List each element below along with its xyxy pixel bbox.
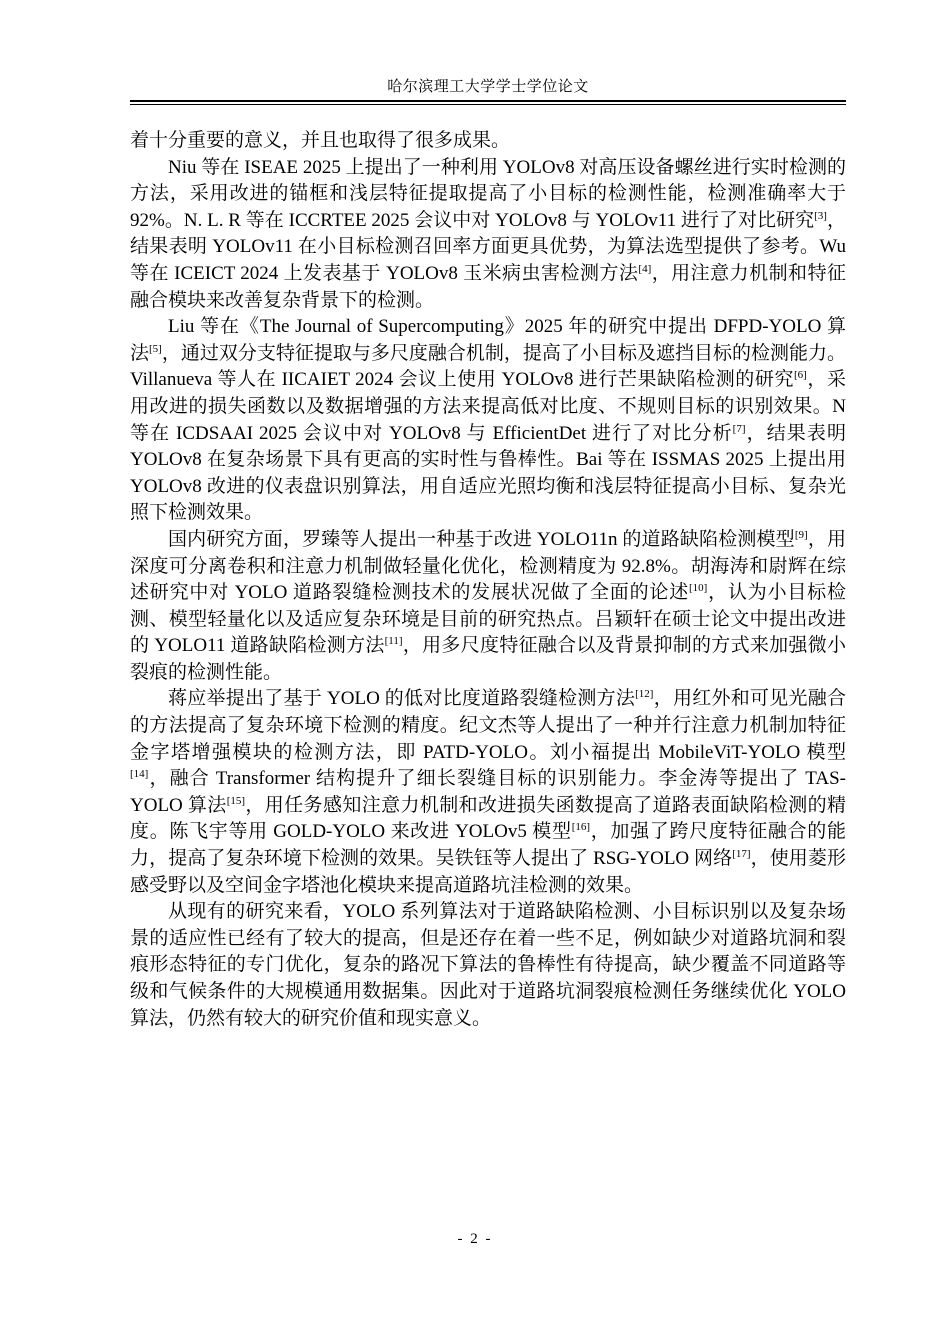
citation-marker: [5] — [149, 342, 162, 355]
text-run: ，认为小目标检测、模型轻量化以及适应复杂环境是目前的研究热点。吕颖轩在硕士论文中提出改进的 YOLO11 道路缺陷检测方法 — [130, 582, 846, 657]
text-run: 从现有的研究来看，YOLO 系列算法对于道路缺陷检测、小目标识别以及复杂场景的适应性已经有了较大的提高，但是还存在着一些不足，例如缺少对道路坑洞和裂痕形态特征的专门优化，复杂的路况下算法的鲁棒性有待提高，缺少覆盖不同道路等级和气候条件的大规模通用数据集。因此对于道路坑洞裂痕检测任务继续优化 YOLO 算法，仍然有较大的研究价值和现实意义。 — [130, 901, 846, 1029]
citation-marker: [14] — [130, 768, 149, 781]
header-rule-thick — [130, 100, 846, 102]
body-text — [130, 128, 846, 1032]
body-paragraph — [130, 527, 846, 687]
body-paragraph — [130, 686, 846, 899]
text-run: 国内研究方面，罗臻等人提出一种基于改进 YOLO11n 的道路缺陷检测模型 — [168, 528, 795, 550]
body-paragraph — [130, 128, 846, 155]
citation-marker: [7] — [732, 422, 746, 435]
text-run: ，采用改进的损失函数以及数据增强的方法来提高低对比度、不规则目标的识别效果。N 等在 ICDSAAI 2025 会议中对 YOLOv8 与 EfficientDet 进行了对比分析 — [130, 369, 846, 444]
header-rule-thin — [130, 104, 846, 105]
text-run: ，使用菱形感受野以及空间金字塔池化模块来提高道路坑洼检测的效果。 — [130, 848, 846, 896]
citation-marker: [12] — [635, 688, 654, 701]
text-run: ，用深度可分离卷积和注意力机制做轻量化优化，检测精度为 92.8%。胡海涛和尉辉在综述研究中对 YOLO 道路裂缝检测技术的发展状况做了全面的论述 — [130, 528, 846, 604]
text-run: ，用多尺度特征融合以及背景抑制的方式来加强微小裂痕的检测性能。 — [130, 635, 846, 683]
text-run: ，结果表明 YOLOv8 在复杂场景下具有更高的实时性与鲁棒性。Bai 等在 ISSMAS 2025 上提出用 YOLOv8 改进的仪表盘识别算法，用自适应光照均衡和浅层特征提高小目标、复杂光照下检测效果。 — [130, 422, 846, 524]
text-run: ，加强了跨尺度特征融合的能力，提高了复杂环境下检测的效果。吴铁钰等人提出了 RSG-YOLO 网络 — [130, 821, 846, 870]
running-header: 哈尔滨理工大学学士学位论文 — [387, 79, 589, 95]
citation-marker: [9] — [794, 528, 808, 541]
page-number: - 2 - — [457, 1231, 493, 1247]
citation-marker: [17] — [732, 848, 751, 861]
citation-marker: [11] — [384, 635, 403, 648]
citation-marker: [15] — [226, 794, 246, 807]
text-run: 蒋应举提出了基于 YOLO 的低对比度道路裂缝检测方法 — [168, 688, 636, 710]
body-paragraph — [130, 899, 846, 1032]
text-run: Niu 等在 ISEAE 2025 上提出了一种利用 YOLOv8 对高压设备螺丝进行实时检测的方法，采用改进的锚框和浅层特征提取提高了小目标的检测性能，检测准确率大于 92%。N. L. R 等在 ICCRTEE 2025 会议中对 YOLOv8 与 YOLOv11 进行了对比研究 — [130, 156, 846, 231]
citation-marker: [4] — [638, 262, 652, 275]
text-run: ，用红外和可见光融合的方法提高了复杂环境下检测的精度。纪文杰等人提出了一种并行注意力机制加特征金字塔增强模块的检测方法，即 PATD-YOLO。刘小福提出 MobileViT-YOLO 模型 — [130, 688, 846, 763]
body-paragraph — [130, 155, 846, 315]
text-run: ，用注意力机制和特征融合模块来改善复杂背景下的检测。 — [130, 262, 846, 311]
citation-marker: [6] — [794, 369, 807, 382]
text-run: ，用任务感知注意力机制和改进损失函数提高了道路表面缺陷检测的精度。陈飞宇等用 GOLD-YOLO 来改进 YOLOv5 模型 — [130, 794, 846, 843]
citation-marker: [10] — [689, 582, 708, 595]
text-run: ，通过双分支特征提取与多尺度融合机制，提高了小目标及遮挡目标的检测能力。Villanueva 等人在 IICAIET 2024 会议上使用 YOLOv8 进行芒果缺陷检测的研究 — [130, 342, 846, 391]
text-run: ，结果表明 YOLOv11 在小目标检测召回率方面更具优势，为算法选型提供了参考。Wu 等在 ICEICT 2024 上发表基于 YOLOv8 玉米病虫害检测方法 — [130, 209, 846, 284]
citation-marker: [16] — [571, 821, 591, 834]
text-run: 着十分重要的意义，并且也取得了很多成果。 — [130, 130, 511, 151]
text-run: ，融合 Transformer 结构提升了细长裂缝目标的识别能力。李金涛等提出了 TAS-YOLO 算法 — [130, 768, 846, 816]
citation-marker: [3] — [814, 209, 827, 222]
body-paragraph — [130, 314, 846, 527]
text-run: Liu 等在《The Journal of Supercomputing》2025 年的研究中提出 DFPD-YOLO 算法 — [130, 316, 846, 364]
